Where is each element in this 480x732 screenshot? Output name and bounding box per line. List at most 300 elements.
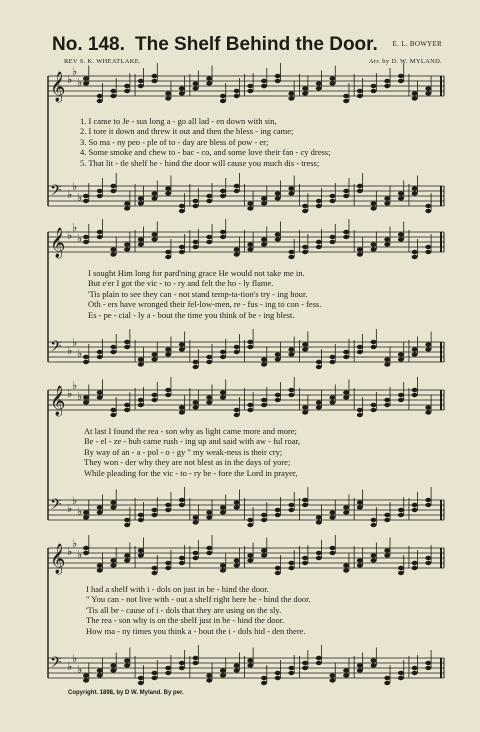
note-head <box>343 673 349 677</box>
note-head <box>343 390 349 394</box>
note-head <box>138 196 144 200</box>
treble-clef-icon: 𝄞 <box>50 72 66 102</box>
note-head <box>234 505 240 509</box>
note-head <box>412 561 418 565</box>
note-head <box>234 563 240 567</box>
verse-line: 5. That lit - tle shelf be - hind the door will cause you much dis - tress; <box>80 157 320 168</box>
note-head <box>302 342 308 346</box>
treble-clef-icon: 𝄞 <box>50 228 66 258</box>
note-head <box>329 551 335 555</box>
note-head <box>371 658 377 662</box>
verse-line: While pleading for the vic - to - ry be - fore the Lord in prayer, <box>84 467 298 478</box>
note-head <box>247 345 253 349</box>
note-head <box>302 347 308 351</box>
note-head <box>288 255 294 259</box>
note-head <box>275 74 281 78</box>
note-head <box>261 79 267 83</box>
note-head <box>138 237 144 241</box>
note-head <box>275 352 281 356</box>
note-head <box>425 91 431 95</box>
note-head <box>412 388 418 392</box>
note-head <box>412 186 418 190</box>
flat-icon: ♭ <box>72 495 78 507</box>
note-head <box>124 201 130 205</box>
note-head <box>124 242 130 246</box>
note-head <box>398 671 404 675</box>
note-head <box>124 408 130 412</box>
note-head <box>425 661 431 665</box>
note-head <box>179 245 185 249</box>
note-head <box>288 388 294 392</box>
note-head <box>261 681 267 685</box>
note-head <box>165 561 171 565</box>
note-head <box>247 408 253 412</box>
arranger-credit: Arr. by D. W. MYLAND. <box>368 58 442 65</box>
note-head <box>412 250 418 254</box>
note-head <box>288 250 294 254</box>
note-head <box>316 656 322 660</box>
note-head <box>316 360 322 364</box>
note-head <box>425 86 431 90</box>
note-head <box>206 355 212 359</box>
note-head <box>261 242 267 246</box>
note-head <box>261 84 267 88</box>
note-head <box>165 96 171 100</box>
verse-line: Be - el - ze - bub came rush - ing up and said with aw - ful roar, <box>84 436 301 447</box>
note-head <box>206 76 212 80</box>
note-head <box>412 503 418 507</box>
note-head <box>165 352 171 356</box>
note-head <box>83 81 89 85</box>
note-head <box>302 86 308 90</box>
note-head <box>357 505 363 509</box>
note-head <box>384 84 390 88</box>
note-head <box>371 408 377 412</box>
note-head <box>220 668 226 672</box>
note-head <box>425 556 431 560</box>
note-head <box>275 508 281 512</box>
note-head <box>97 510 103 514</box>
verse-line: At last I found the rea - son why as light came more and more; <box>84 426 297 436</box>
note-head <box>124 340 130 344</box>
verse-line: " You can - not live with - out a shelf right here be - hind the door. <box>86 594 311 605</box>
note-head <box>234 94 240 98</box>
note-head <box>234 252 240 256</box>
note-head <box>343 94 349 98</box>
note-head <box>329 515 335 519</box>
note-head <box>261 403 267 407</box>
note-head <box>316 405 322 409</box>
note-head <box>97 568 103 572</box>
note-head <box>371 247 377 251</box>
note-head <box>179 91 185 95</box>
note-head <box>316 515 322 519</box>
note-head <box>124 403 130 407</box>
note-head <box>247 553 253 557</box>
flat-icon: ♭ <box>67 74 73 86</box>
note-head <box>206 395 212 399</box>
note-head <box>179 666 185 670</box>
verse-line: Oth - ers have wronged their fel-low-men, re - fus - ing to con - fess. <box>88 299 322 310</box>
note-head <box>110 247 116 251</box>
flat-icon: ♭ <box>72 181 78 193</box>
note-head <box>220 355 226 359</box>
note-head <box>371 523 377 527</box>
note-head <box>371 558 377 562</box>
note-head <box>329 360 335 364</box>
note-head <box>316 81 322 85</box>
note-head <box>247 658 253 662</box>
note-head <box>343 194 349 198</box>
note-head <box>206 235 212 239</box>
note-head <box>193 86 199 90</box>
note-head <box>179 209 185 213</box>
note-head <box>329 395 335 399</box>
note-head <box>288 566 294 570</box>
note-head <box>316 245 322 249</box>
note-head <box>384 79 390 83</box>
hymn-number: No. 148. <box>52 34 125 55</box>
note-head <box>247 89 253 93</box>
note-head <box>261 548 267 552</box>
note-head <box>83 510 89 514</box>
note-head <box>124 663 130 667</box>
note-head <box>193 405 199 409</box>
note-head <box>288 91 294 95</box>
note-head <box>151 676 157 680</box>
note-head <box>412 352 418 356</box>
note-head <box>124 558 130 562</box>
note-head <box>247 340 253 344</box>
note-head <box>97 189 103 193</box>
note-head <box>83 546 89 550</box>
note-head <box>329 400 335 404</box>
note-head <box>412 666 418 670</box>
note-head <box>247 201 253 205</box>
note-head <box>110 668 116 672</box>
note-head <box>247 242 253 246</box>
note-head <box>193 656 199 660</box>
note-head <box>110 505 116 509</box>
note-head <box>425 410 431 414</box>
note-head <box>110 563 116 567</box>
note-head <box>165 566 171 570</box>
note-head <box>247 403 253 407</box>
note-head <box>193 199 199 203</box>
note-head <box>329 81 335 85</box>
note-head <box>371 89 377 93</box>
note-head <box>151 352 157 356</box>
note-head <box>83 199 89 203</box>
note-head <box>357 413 363 417</box>
verse-block-2 <box>88 268 321 320</box>
note-head <box>234 413 240 417</box>
note-head <box>329 355 335 359</box>
note-head <box>343 350 349 354</box>
note-head <box>138 518 144 522</box>
note-head <box>261 513 267 517</box>
note-head <box>97 230 103 234</box>
note-head <box>343 230 349 234</box>
note-head <box>412 191 418 195</box>
note-head <box>261 676 267 680</box>
verse-line: 'Tis all be - cause of i - dols that they are using on the sly. <box>86 604 282 615</box>
flat-icon: ♭ <box>72 222 78 234</box>
flat-icon: ♭ <box>72 653 78 665</box>
note-head <box>151 398 157 402</box>
note-head <box>329 199 335 203</box>
note-head <box>261 201 267 205</box>
note-head <box>288 347 294 351</box>
note-head <box>124 247 130 251</box>
note-head <box>165 91 171 95</box>
note-head <box>151 571 157 575</box>
note-head <box>138 242 144 246</box>
note-head <box>371 206 377 210</box>
note-head <box>179 561 185 565</box>
note-head <box>179 250 185 254</box>
note-head <box>412 91 418 95</box>
note-head <box>316 661 322 665</box>
note-head <box>275 357 281 361</box>
note-head <box>234 189 240 193</box>
note-head <box>384 553 390 557</box>
note-head <box>206 400 212 404</box>
verse-line: The rea - son why is on the shelf just in be - hind the door. <box>86 615 285 626</box>
note-head <box>110 663 116 667</box>
note-head <box>384 513 390 517</box>
note-head <box>261 362 267 366</box>
note-head <box>83 551 89 555</box>
note-head <box>412 566 418 570</box>
note-head <box>357 252 363 256</box>
note-head <box>124 84 130 88</box>
note-head <box>110 500 116 504</box>
note-head <box>412 508 418 512</box>
note-head <box>97 390 103 394</box>
note-head <box>83 235 89 239</box>
note-head <box>193 360 199 364</box>
note-head <box>302 661 308 665</box>
note-head <box>343 355 349 359</box>
note-head <box>234 663 240 667</box>
note-head <box>220 350 226 354</box>
note-head <box>165 347 171 351</box>
note-head <box>247 663 253 667</box>
note-head <box>398 79 404 83</box>
note-head <box>275 393 281 397</box>
note-head <box>165 508 171 512</box>
note-head <box>206 194 212 198</box>
note-head <box>193 240 199 244</box>
note-head <box>220 99 226 103</box>
verse-line: How ma - ny times you think a - bout the i - dols hid - den there. <box>86 625 306 636</box>
note-head <box>234 500 240 504</box>
verse-line: 3. So ma - ny peo - ple of to - day are bless of pow - er; <box>80 136 269 147</box>
note-head <box>275 671 281 675</box>
note-head <box>124 553 130 557</box>
note-head <box>357 247 363 251</box>
note-head <box>425 204 431 208</box>
note-head <box>412 96 418 100</box>
note-head <box>247 523 253 527</box>
note-head <box>193 400 199 404</box>
verse-line: Es - pe - cial - ly a - bout the time you think of be - ing blest. <box>88 309 295 320</box>
note-head <box>247 558 253 562</box>
note-head <box>97 355 103 359</box>
verse-line: But e'er I got the vic - to - ry and felt the ho - ly flame. <box>88 278 274 289</box>
flat-icon: ♭ <box>72 380 78 392</box>
note-head <box>97 395 103 399</box>
note-head <box>302 503 308 507</box>
note-head <box>193 365 199 369</box>
bass-clef-icon: 𝄢 <box>50 338 62 359</box>
note-head <box>138 403 144 407</box>
note-head <box>275 196 281 200</box>
note-head <box>288 352 294 356</box>
verse-line: 2. I tore it down and threw it out and then the bless - ing came; <box>80 126 294 137</box>
note-head <box>83 76 89 80</box>
note-head <box>357 345 363 349</box>
note-head <box>83 678 89 682</box>
note-head <box>357 668 363 672</box>
note-head <box>316 551 322 555</box>
note-head <box>97 94 103 98</box>
note-head <box>398 398 404 402</box>
note-head <box>302 405 308 409</box>
flat-icon: ♭ <box>72 337 78 349</box>
note-head <box>398 74 404 78</box>
note-head <box>165 666 171 670</box>
note-head <box>247 247 253 251</box>
note-head <box>83 240 89 244</box>
note-head <box>357 350 363 354</box>
note-head <box>206 515 212 519</box>
note-head <box>275 513 281 517</box>
note-head <box>288 186 294 190</box>
note-head <box>179 204 185 208</box>
note-head <box>247 84 253 88</box>
note-head <box>179 86 185 90</box>
flat-icon: ♭ <box>67 388 73 400</box>
note-head <box>329 240 335 244</box>
note-head <box>124 523 130 527</box>
note-head <box>384 357 390 361</box>
note-head <box>179 347 185 351</box>
verse-line: I sought Him long for pard'ning grace He would not take me in. <box>88 268 305 278</box>
note-head <box>110 89 116 93</box>
note-head <box>110 184 116 188</box>
note-head <box>206 240 212 244</box>
note-head <box>343 510 349 514</box>
note-head <box>398 357 404 361</box>
note-head <box>220 673 226 677</box>
note-head <box>384 548 390 552</box>
note-head <box>110 413 116 417</box>
note-head <box>138 553 144 557</box>
note-head <box>412 671 418 675</box>
treble-clef-icon: 𝄞 <box>50 544 66 574</box>
note-head <box>234 408 240 412</box>
note-head <box>124 206 130 210</box>
note-head <box>206 546 212 550</box>
note-head <box>371 340 377 344</box>
note-head <box>110 408 116 412</box>
note-head <box>220 94 226 98</box>
note-head <box>302 91 308 95</box>
note-head <box>357 184 363 188</box>
note-head <box>83 400 89 404</box>
note-head <box>206 510 212 514</box>
note-head <box>357 408 363 412</box>
note-head <box>151 196 157 200</box>
note-head <box>384 242 390 246</box>
note-head <box>329 194 335 198</box>
note-head <box>384 362 390 366</box>
note-head <box>343 568 349 572</box>
note-head <box>398 352 404 356</box>
note-head <box>384 681 390 685</box>
note-head <box>398 232 404 236</box>
note-head <box>357 563 363 567</box>
note-head <box>138 84 144 88</box>
note-head <box>275 191 281 195</box>
note-head <box>97 194 103 198</box>
verse-line: 'Tis plain to see they can - not stand temp-ta-tion's try - ing hour. <box>88 288 308 299</box>
flat-icon: ♭ <box>77 77 83 89</box>
note-head <box>138 681 144 685</box>
note-head <box>220 189 226 193</box>
note-head <box>288 191 294 195</box>
bass-clef-icon: 𝄢 <box>50 654 62 675</box>
note-head <box>193 245 199 249</box>
note-head <box>220 194 226 198</box>
note-head <box>220 395 226 399</box>
note-head <box>165 388 171 392</box>
note-head <box>220 235 226 239</box>
note-head <box>193 515 199 519</box>
note-head <box>151 393 157 397</box>
note-head <box>357 500 363 504</box>
note-head <box>234 558 240 562</box>
note-head <box>206 551 212 555</box>
copyright-notice: Copyright. 1898, by D W. Myland. By per. <box>68 690 184 696</box>
note-head <box>343 505 349 509</box>
note-head <box>343 563 349 567</box>
note-head <box>234 89 240 93</box>
note-head <box>206 81 212 85</box>
note-head <box>261 518 267 522</box>
treble-clef-icon: 𝄞 <box>50 386 66 416</box>
note-head <box>425 347 431 351</box>
note-head <box>138 548 144 552</box>
note-head <box>97 235 103 239</box>
note-head <box>165 255 171 259</box>
note-head <box>151 508 157 512</box>
note-head <box>357 558 363 562</box>
note-head <box>83 395 89 399</box>
note-head <box>329 510 335 514</box>
note-head <box>110 94 116 98</box>
note-head <box>275 676 281 680</box>
note-head <box>425 209 431 213</box>
note-head <box>247 518 253 522</box>
note-head <box>138 79 144 83</box>
flat-icon: ♭ <box>67 345 73 357</box>
note-head <box>206 673 212 677</box>
note-head <box>247 206 253 210</box>
note-head <box>151 232 157 236</box>
